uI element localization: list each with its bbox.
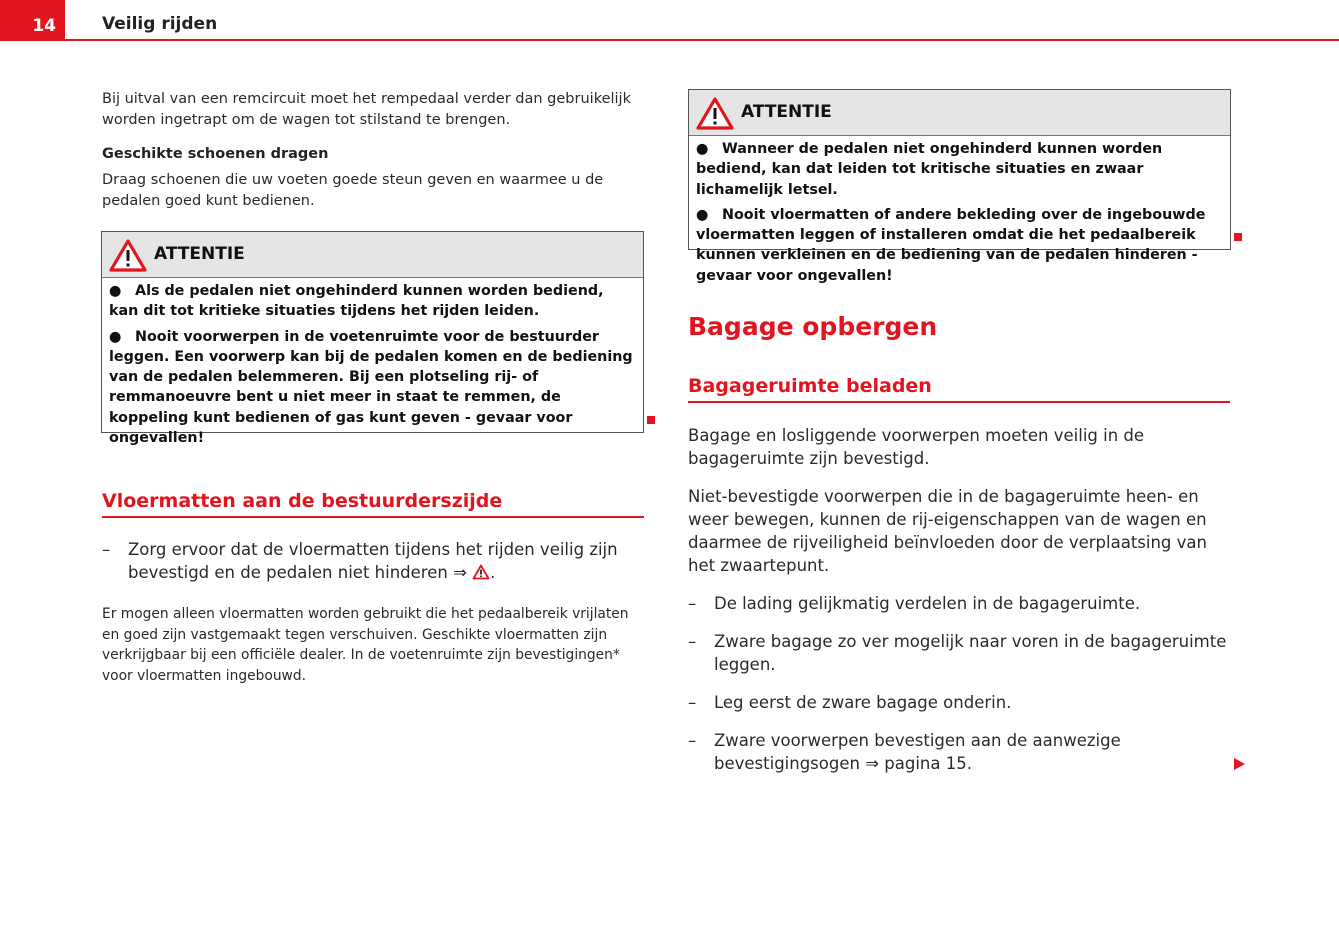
luggage-paragraph-1: Bagage en losliggende voorwerpen moeten veilig in de bagageruimte zijn bevestigd.	[688, 426, 1145, 468]
chapter-title: Veilig rijden	[102, 14, 218, 34]
step-item: – Leg eerst de zware bagage onderin.	[688, 693, 1012, 712]
end-of-section-marker	[647, 416, 655, 424]
step-item: – Zware bagage zo ver mogelijk naar voren in de bagageruimte leggen.	[688, 632, 1227, 674]
floormat-note	[102, 604, 647, 686]
continue-arrow-icon	[1234, 758, 1245, 770]
warning-item: ● Wanneer de pedalen niet ongehinderd kunnen worden bediend, kan dat leiden tot kritische situaties en zwaar lichamelijk letsel.	[696, 141, 1163, 198]
warning-reference-icon[interactable]	[472, 564, 490, 580]
shoes-block	[102, 146, 642, 211]
bullet-icon: ●	[696, 141, 709, 157]
warning-item: ● Als de pedalen niet ongehinderd kunnen worden bediend, kan dit tot kritieke situaties tijdens het rijden leiden.	[109, 283, 604, 320]
luggage-steps	[688, 592, 1233, 775]
warning-item: ● Nooit vloermatten of andere bekleding over de ingebouwde vloermatten leggen of installeren omdat die het pedaalbereik kunnen verkleinen en de bediening van de pedalen hinderen - gevaar voor ongevallen!	[696, 206, 1206, 284]
left-intro	[102, 89, 642, 130]
main-heading-luggage: Bagage opbergen	[688, 312, 938, 341]
intro-paragraph: Bij uitval van een remcircuit moet het rempedaal verder dan gebruikelijk worden ingetrapt om de wagen tot stilstand te brengen.	[102, 91, 631, 128]
warning-label: ATTENTIE	[741, 102, 832, 122]
end-of-section-marker	[1234, 233, 1242, 241]
warning-header	[689, 90, 1230, 136]
note-paragraph: Er mogen alleen vloermatten worden gebruikt die het pedaalbereik vrijlaten en goed zijn vastgemaakt tegen verschuiven. Geschikte vloermatten zijn verkrijgbaar bij een officiële dealer. In de voetenruimte zijn bevestigingen* voor vloermatten ingebouwd.	[102, 606, 629, 684]
dash-marker: –	[688, 731, 697, 750]
warning-triangle-icon	[109, 239, 147, 272]
section-rule	[688, 401, 1230, 403]
shoes-heading: Geschikte schoenen dragen	[102, 146, 329, 162]
warning-box-right	[688, 89, 1231, 284]
dash-marker: –	[688, 632, 697, 651]
header-rule	[0, 39, 1339, 41]
luggage-paragraph-2: Niet-bevestigde voorwerpen die in de bagageruimte heen- en weer bewegen, kunnen de rij-eigenschappen van de wagen en daarmee de rijveiligheid beïnvloeden door de verplaatsing van het zwaartepunt.	[688, 487, 1207, 575]
bullet-icon: ●	[696, 206, 709, 223]
luggage-text	[688, 424, 1233, 775]
bullet-icon: ●	[109, 283, 122, 299]
dash-marker: –	[688, 594, 697, 613]
bullet-icon: ●	[109, 328, 122, 345]
step-item: – Zware voorwerpen bevestigen aan de aanwezige bevestigingsogen ⇒ pagina 15.	[688, 731, 1121, 773]
section-rule	[102, 516, 644, 518]
section-heading-floormats: Vloermatten aan de bestuurderszijde	[102, 490, 503, 512]
warning-header	[102, 232, 643, 278]
shoes-paragraph: Draag schoenen die uw voeten goede steun geven en waarmee u de pedalen goed kunt bedienen.	[102, 172, 604, 209]
reference-arrow: ⇒	[453, 563, 467, 582]
step-item: – De lading gelijkmatig verdelen in de bagageruimte.	[688, 594, 1141, 613]
floormat-step: – Zorg ervoor dat de vloermatten tijdens het rijden veilig zijn bevestigd en de pedalen niet hinderen ⇒ .	[102, 540, 618, 582]
dash-marker: –	[102, 540, 111, 559]
page-number: 14	[0, 0, 65, 40]
page-header	[0, 0, 1339, 42]
warning-triangle-icon	[696, 97, 734, 130]
warning-box-left	[101, 231, 644, 447]
step-text: Zorg ervoor dat de vloermatten tijdens het rijden veilig zijn bevestigd en de pedalen niet hinderen	[128, 540, 618, 582]
warning-item: ● Nooit voorwerpen in de voetenruimte voor de bestuurder leggen. Een voorwerp kan bij de pedalen komen en de bediening van de pedalen belemmeren. Bij een plotseling rij- of remmanoeuvre bent u niet meer in staat te remmen, de koppeling kunt bedienen of gas kunt geven - gevaar voor ongevallen!	[109, 328, 633, 447]
warning-body	[102, 278, 643, 457]
warning-label: ATTENTIE	[154, 244, 245, 264]
dash-marker: –	[688, 693, 697, 712]
warning-body	[689, 136, 1230, 295]
section-heading-luggage-space: Bagageruimte beladen	[688, 375, 932, 397]
